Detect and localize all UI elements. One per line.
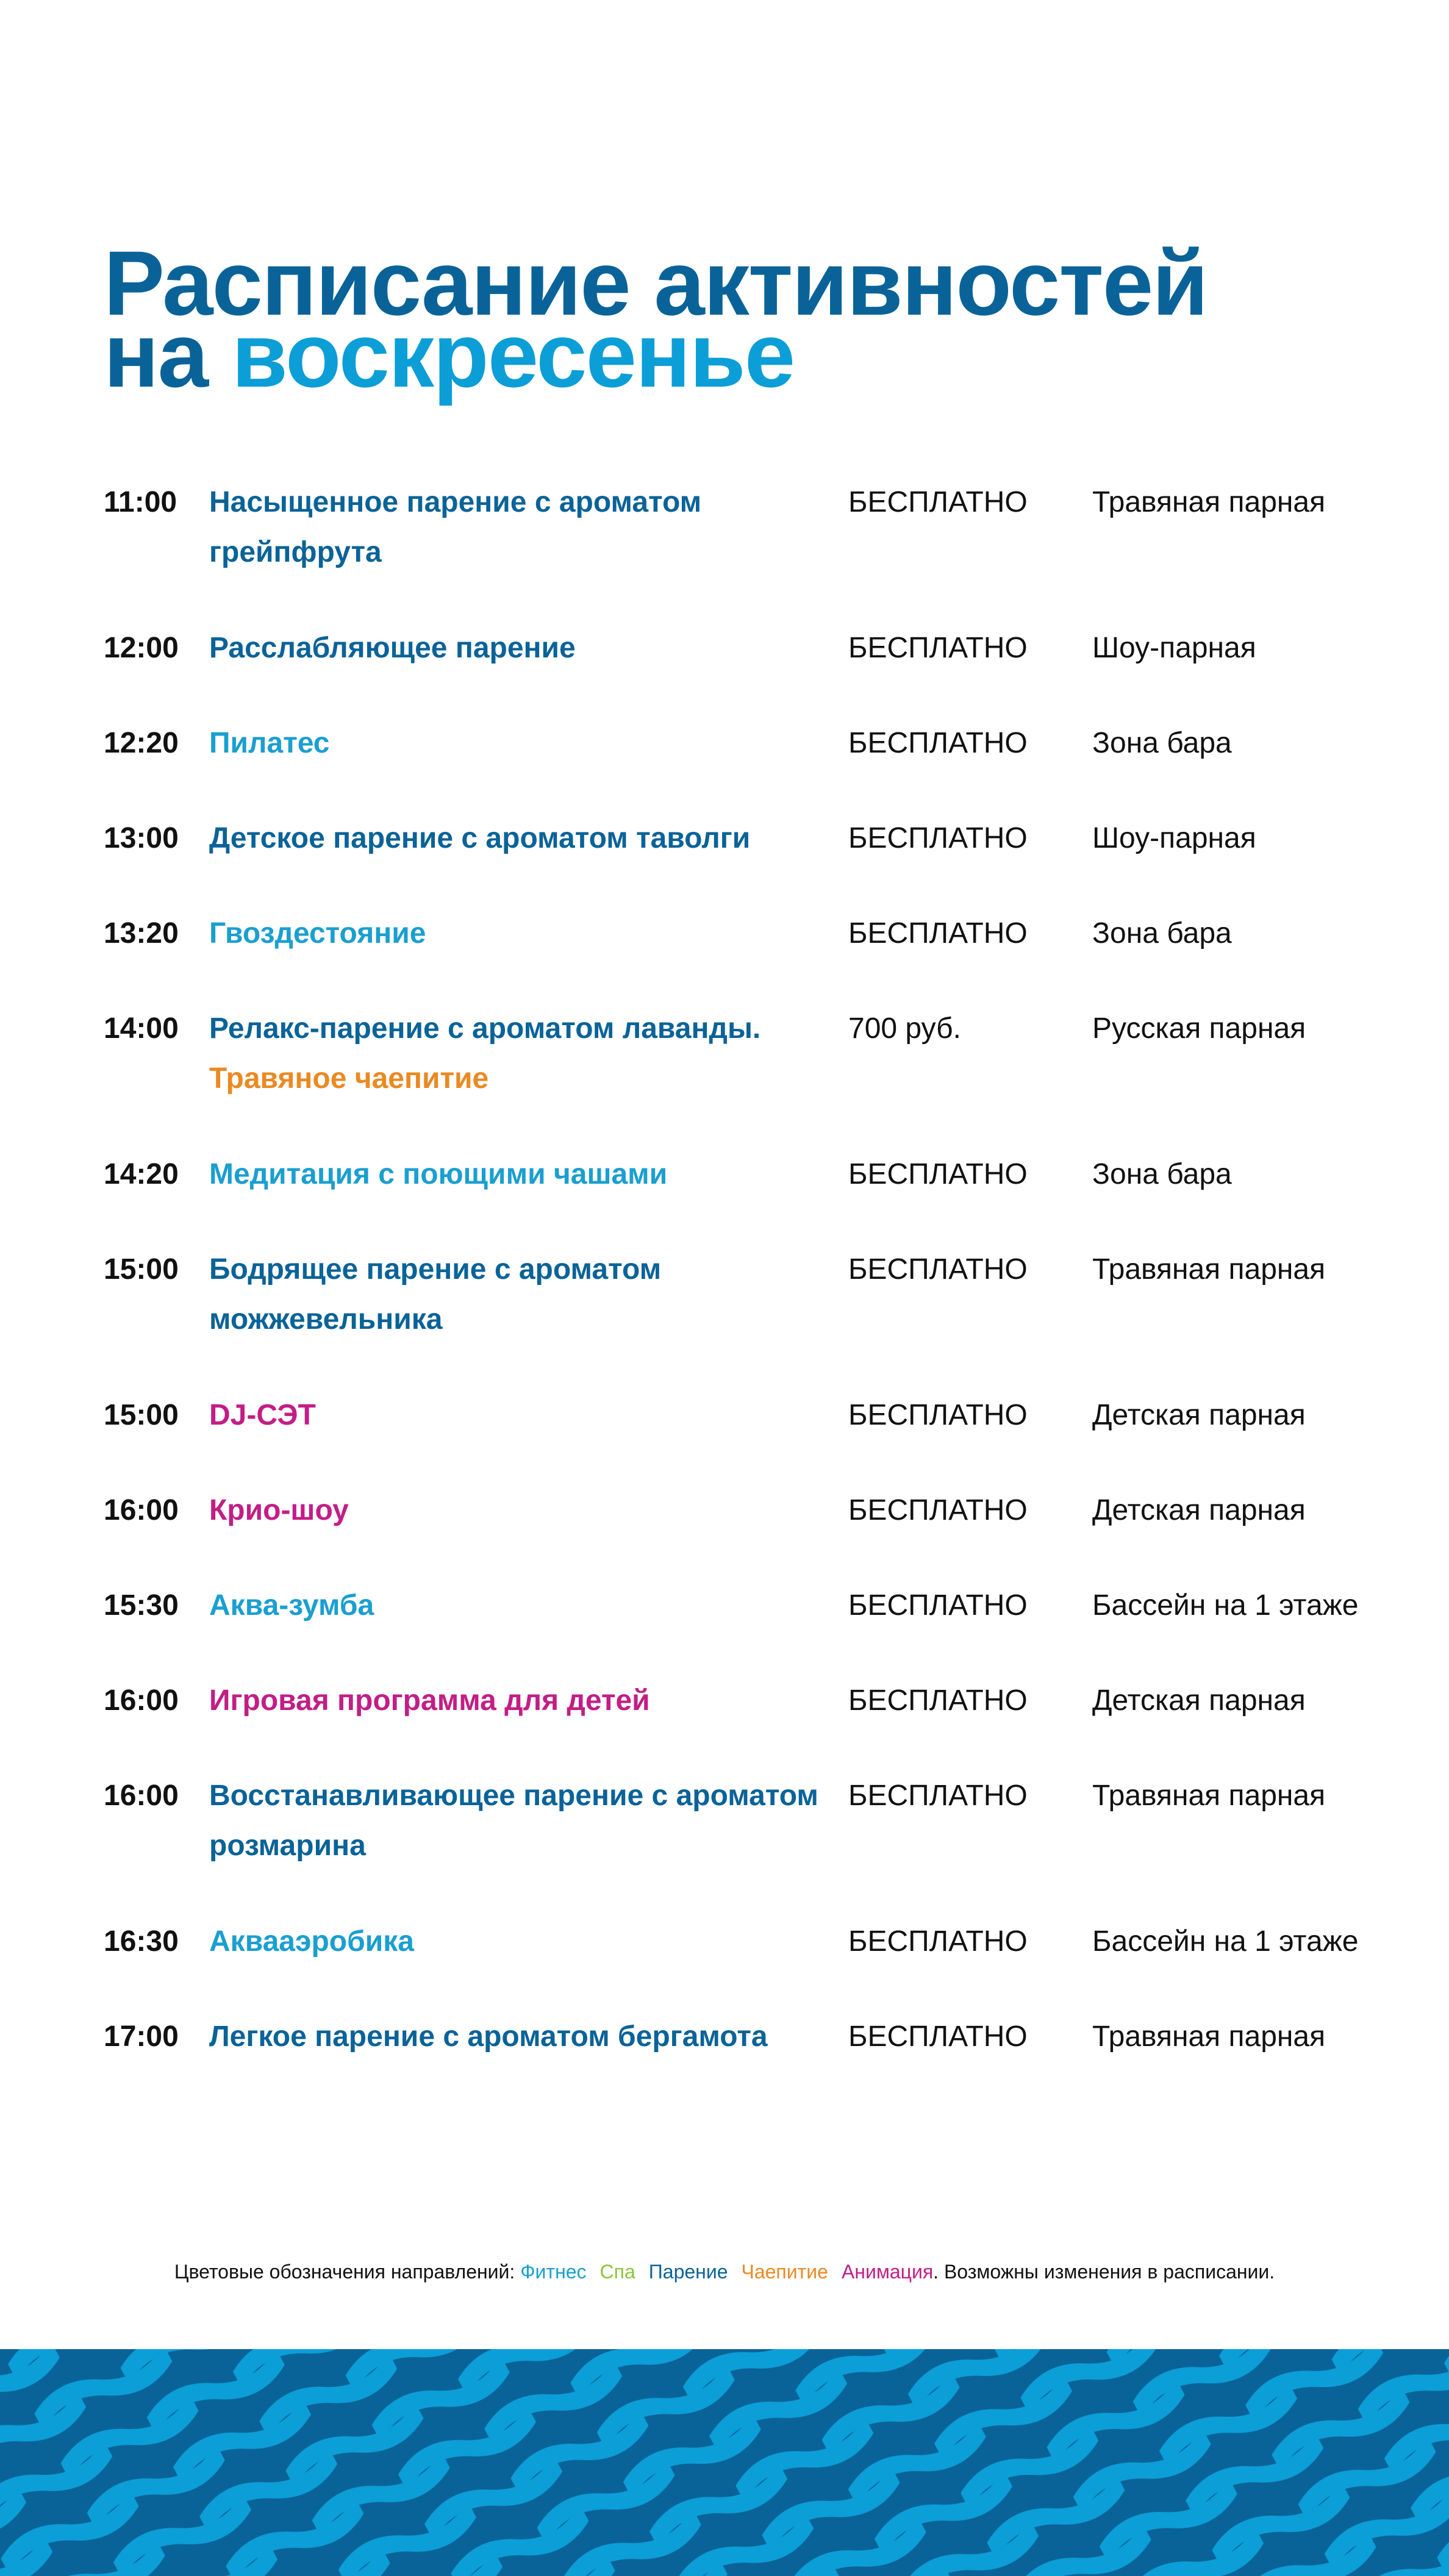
legend-fitness: Фитнес: [520, 2261, 587, 2283]
row-time: 12:20: [104, 727, 179, 759]
row-time: 13:00: [104, 822, 179, 854]
row-location: Русская парная: [1092, 1012, 1306, 1045]
row-time: 14:00: [104, 1012, 179, 1045]
row-activity: Медитация с поющими чашами: [209, 1158, 668, 1190]
row-activity: Игровая программа для детей: [209, 1684, 650, 1717]
row-price: 700 руб.: [848, 1012, 961, 1045]
row-location: Травяная парная: [1092, 486, 1326, 518]
row-time: 13:20: [104, 917, 179, 950]
wave-pattern-footer: [0, 2349, 1449, 2576]
row-price: БЕСПЛАТНО: [848, 1158, 1028, 1190]
row-location: Детская парная: [1092, 1399, 1306, 1431]
row-location: Зона бара: [1092, 917, 1232, 950]
row-location: Детская парная: [1092, 1684, 1306, 1717]
row-activity: Пилатес: [209, 727, 330, 759]
row-time: 16:30: [104, 1925, 179, 1958]
row-location: Травяная парная: [1092, 1253, 1326, 1286]
row-time: 17:00: [104, 2020, 179, 2053]
title-line-2-highlight: воскресенье: [231, 304, 795, 406]
row-location: Травяная парная: [1092, 1780, 1326, 1812]
row-location: Детская парная: [1092, 1494, 1306, 1526]
legend-prefix: Цветовые обозначения направлений:: [174, 2261, 521, 2283]
row-activity-extra: Травяное чаепитие: [209, 1062, 489, 1095]
page-title: [104, 232, 1384, 406]
row-activity-main: Релакс-парение с ароматом лаванды.: [209, 1012, 761, 1045]
row-price: БЕСПЛАТНО: [848, 1925, 1028, 1958]
legend-steam: Парение: [648, 2261, 728, 2283]
row-activity: Крио-шоу: [209, 1494, 349, 1526]
row-activity: [209, 1004, 825, 1104]
row-activity: Насыщенное парение с ароматом грейпфрута: [209, 486, 702, 568]
row-price: БЕСПЛАТНО: [848, 822, 1028, 854]
row-price: БЕСПЛАТНО: [848, 917, 1028, 950]
row-location: Травяная парная: [1092, 2020, 1326, 2053]
row-activity: Аквааэробика: [209, 1925, 414, 1958]
row-location: Зона бара: [1092, 727, 1232, 759]
row-activity: Детское парение с ароматом таволги: [209, 822, 751, 854]
row-time: 16:00: [104, 1780, 179, 1812]
row-price: БЕСПЛАТНО: [848, 632, 1028, 664]
legend-spa: Спа: [599, 2261, 635, 2283]
row-activity: Расслабляющее парение: [209, 632, 576, 664]
row-location: Шоу-парная: [1092, 822, 1256, 854]
row-time: 12:00: [104, 632, 179, 664]
title-line-2-prefix: на: [104, 304, 232, 406]
row-time: 15:00: [104, 1253, 179, 1286]
row-time: 15:30: [104, 1589, 179, 1622]
row-price: БЕСПЛАТНО: [848, 1253, 1028, 1286]
row-time: 15:00: [104, 1399, 179, 1431]
row-time: 16:00: [104, 1684, 179, 1717]
row-location: Бассейн на 1 этаже: [1092, 1589, 1359, 1622]
legend-tea: Чаепитие: [741, 2261, 828, 2283]
row-time: 11:00: [104, 486, 177, 518]
row-price: БЕСПЛАТНО: [848, 1494, 1028, 1526]
row-location: Зона бара: [1092, 1158, 1232, 1190]
legend-suffix: . Возможны изменения в расписании.: [933, 2261, 1275, 2283]
row-activity: Легкое парение с ароматом бергамота: [209, 2020, 768, 2053]
color-legend: [0, 2253, 1449, 2290]
row-location: Шоу-парная: [1092, 632, 1256, 664]
row-price: БЕСПЛАТНО: [848, 1684, 1028, 1717]
row-price: БЕСПЛАТНО: [848, 486, 1028, 518]
row-activity: DJ-СЭТ: [209, 1399, 316, 1431]
row-time: 16:00: [104, 1494, 179, 1526]
row-activity: Аква-зумба: [209, 1589, 374, 1622]
row-price: БЕСПЛАТНО: [848, 727, 1028, 759]
row-activity: Гвоздестояние: [209, 917, 426, 950]
row-price: БЕСПЛАТНО: [848, 1589, 1028, 1622]
legend-animation: Анимация: [841, 2261, 934, 2283]
title-line-1: Расписание активностей: [104, 232, 1208, 334]
row-time: 14:20: [104, 1158, 179, 1190]
row-activity: Бодрящее парение с ароматом можжевельника: [209, 1253, 662, 1336]
row-price: БЕСПЛАТНО: [848, 2020, 1028, 2053]
row-location: Бассейн на 1 этаже: [1092, 1925, 1359, 1958]
row-price: БЕСПЛАТНО: [848, 1399, 1028, 1431]
row-price: БЕСПЛАТНО: [848, 1780, 1028, 1812]
row-activity: Восстанавливающее парение с ароматом розмарина: [209, 1780, 818, 1862]
